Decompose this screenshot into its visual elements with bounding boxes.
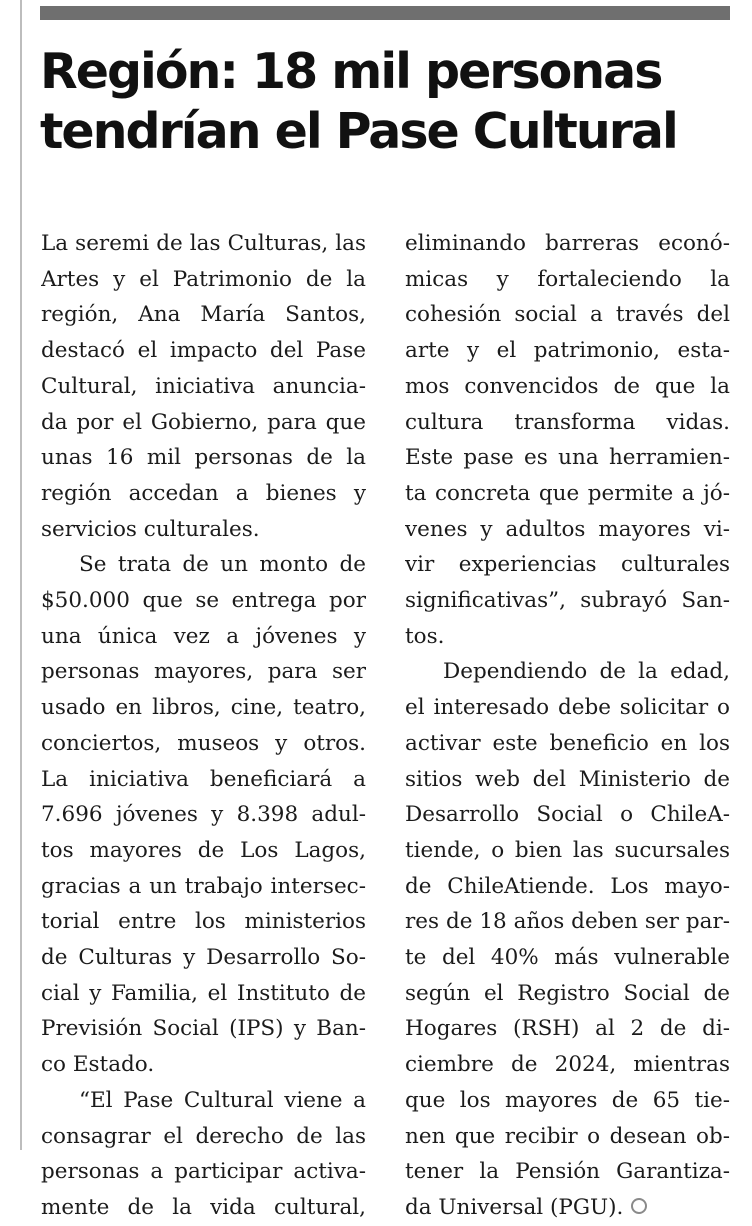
text-line: eliminando barreras econó- [405,231,730,256]
text-line: cial y Familia, el Instituto de [41,980,366,1006]
text-line: cohesión social a través del [405,302,730,328]
text-line: Este pase es una herramien- [405,445,730,471]
column-separator-rule [20,0,22,1150]
text-line: usado en libros, cine, teatro, [41,695,366,721]
text-line: de ChileAtiende. Los mayo- [405,873,730,899]
text-line: tos mayores de Los Lagos, [41,837,366,863]
text-line: región accedan a bienes y [41,480,366,506]
text-line: servicios culturales. [41,516,260,542]
text-line: que los mayores de 65 tie- [405,1087,730,1113]
headline-line-1: Región: 18 mil personas [40,43,662,100]
text-line: tiende, o bien las sucursales [405,837,730,863]
text-line: vir experiencias culturales [405,552,730,578]
text-line: Desarrollo Social o ChileA- [405,802,730,828]
text-line: te del 40% más vulnerable [405,945,730,971]
text-line: unas 16 mil personas de la [41,445,366,471]
article-headline [40,42,740,162]
text-line: activar este beneficio en los [405,730,730,756]
text-line: La iniciativa beneficiará a [41,766,366,792]
article-end-icon [631,1198,647,1214]
text-line: mente de la vida cultural, [41,1194,366,1220]
text-line: consagrar el derecho de las [41,1123,366,1149]
text-line: da por el Gobierno, para que [41,409,366,435]
text-line: Hogares (RSH) al 2 de di- [405,1016,730,1042]
text-line: significativas”, subrayó San- [405,588,730,614]
text-line: Dependiendo de la edad, [443,659,730,685]
text-line: región, Ana María Santos, [41,302,366,328]
text-line: nen que recibir o desean ob- [405,1123,730,1149]
text-line: tos. [405,623,445,649]
text-line: ciembre de 2024, mientras [405,1052,730,1078]
article-column-right [405,226,730,1226]
text-line: 7.696 jóvenes y 8.398 adul- [41,802,366,828]
section-header-bar [40,6,730,20]
final-text: da Universal (PGU). [405,1194,624,1220]
text-line: Se trata de un monto de [79,552,366,578]
text-line: mos convencidos de que la [405,373,730,399]
article-column-left [41,226,366,1226]
text-line: una única vez a jóvenes y [41,623,366,649]
text-line: “El Pase Cultural viene a [79,1087,366,1113]
text-line: ta concreta que permite a jó- [405,480,730,506]
text-line: el interesado debe solicitar o [405,695,730,721]
text-line: venes y adultos mayores vi- [405,516,730,542]
text-line: La seremi de las Culturas, las [41,231,366,256]
text-line-final [405,1190,730,1226]
text-line: cultura transforma vidas. [405,409,730,435]
text-line: destacó el impacto del Pase [41,338,366,364]
text-line: $50.000 que se entrega por [41,588,366,614]
text-line: torial entre los ministerios [41,909,366,935]
text-line: Previsión Social (IPS) y Ban- [41,1016,366,1042]
text-line: co Estado. [41,1052,155,1078]
text-line: Cultural, iniciativa anuncia- [41,373,366,399]
text-line: micas y fortaleciendo la [405,266,730,292]
text-line: personas mayores, para ser [41,659,366,685]
text-line: arte y el patrimonio, esta- [405,338,730,364]
text-line: gracias a un trabajo intersec- [41,873,366,899]
text-line: personas a participar activa- [41,1159,366,1185]
headline-line-2: tendrían el Pase Cultural [40,103,677,160]
text-line: res de 18 años deben ser par- [405,909,730,935]
text-line: sitios web del Ministerio de [405,766,730,792]
text-line: de Culturas y Desarrollo So- [41,945,366,971]
text-line: según el Registro Social de [405,980,730,1006]
text-line: conciertos, museos y otros. [41,730,366,756]
text-line: Artes y el Patrimonio de la [41,266,366,292]
text-line: tener la Pensión Garantiza- [405,1159,730,1185]
